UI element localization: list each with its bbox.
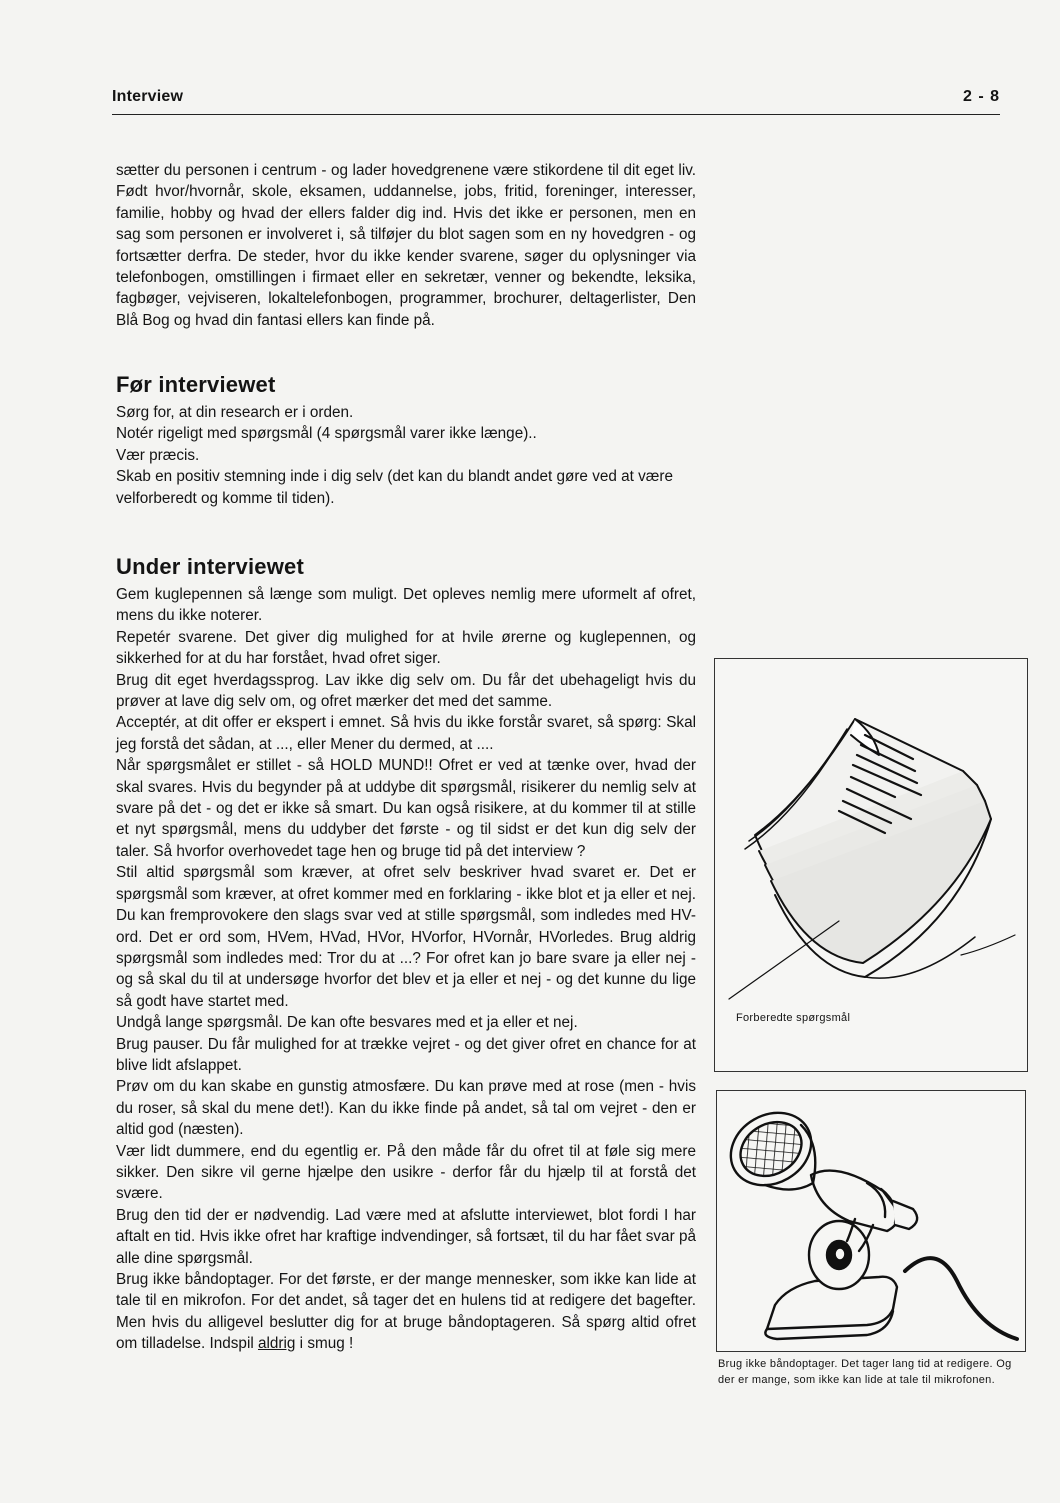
section-during-interview [116,554,696,1355]
paragraph: Skab en positiv stemning inde i dig selv (det kan du blandt andet gøre ved at være velforberedt og komme til tiden). [116,468,673,507]
paragraph [116,1269,696,1355]
text-span: i smug ! [295,1335,354,1353]
microphone-caption: Brug ikke båndoptager. Det tager lang tid at redigere. Og der er mange, som ikke kan lide at tale til mikrofonen. [718,1358,1012,1386]
underlined-word: aldrig [258,1335,296,1353]
paragraph: Når spørgsmålet er stillet - så HOLD MUND!! Ofret er ved at tænke over, hvad der skal svares. Hvis du begynder på at uddybe dit spørgsmål, risikerer du nemlig selv at svare på det - og det er ikke så smart. Du kan også risikere, at du kommer til at stille et nyt spørgsmål, mens du uddyber det første - og til sidst er det kun dig selv der taler. Så hvorfor overhovedet tage hen og bruge tid på det interview ? [116,757,696,860]
paragraph: Gem kuglepennen så længe som muligt. Det opleves nemlig mere uformelt af ofret, mens du ikke noterer. [116,586,696,625]
microphone-figure-frame [716,1090,1026,1352]
running-header [112,88,1000,115]
paragraph: Undgå lange spørgsmål. De kan ofte besvares med et ja eller et nej. [116,1014,578,1032]
intro-paragraph [116,160,696,331]
paragraph: Brug den tid der er nødvendig. Lad være med at afslutte interviewet, blot fordi I har aftalt en tid. Hvis ikke ofret har kraftige indvendinger, så fortsæt, til du har fået svar på alle dine spørgsmål. [116,1206,696,1267]
section-before-interview [116,372,696,509]
section-heading: Før interviewet [116,372,276,397]
papers-caption: Forberedte spørgsmål [736,1012,851,1024]
intro-text: sætter du personen i centrum - og lader hovedgrenene være stikordene til dit eget liv. Født hvor/hvornår, skole, eksamen, uddannelse, jobs, fritid, foreninger, interesser, familie, hobby og hvad der ellers falder dig ind. Hvis det ikke er personen, men en sag som personen er involveret i, så tilføjer du blot sagen som en ny hovedgren - og fortsætter derfra. De steder, hvor du ikke kender svarene, søger du oplysninger via telefonbogen, omstillingen i firmaet eller en sekretær, venner og bekendte, leksika, fagbøger, vejviseren, lokaltelefonbogen, programmer, brochurer, deltagerlister, Den Blå Bog og hvad din fantasi ellers kan finde på. [116,162,696,329]
paragraph: Brug dit eget hverdagssprog. Lav ikke dig selv om. Du får det ubehageligt hvis du prøver at lave dig selv om, og ofret mærker det med det samme. [116,671,696,711]
paragraph: Brug pauser. Du får mulighed for at trække vejret - og det giver ofret en chance for at blive lidt afslappet. [116,1035,696,1074]
section-heading: Under interviewet [116,554,305,579]
paragraph: Prøv om du kan skabe en gunstig atmosfære. Du kan prøve med at rose (men - hvis du roser, så skal du mene det!). Kan du ikke finde på andet, så tal om vejret - den er altid god (næsten). [116,1078,696,1139]
paragraph: Stil altid spørgsmål som kræver, at ofret selv beskriver hvad svaret er. Det er spørgsmål som kræver, at ofret kommer med en forklaring - ikke blot et ja eller et nej. Du kan fremprovokere den slags svar ved at stille spørgsmål, som indledes med HV-ord. Det er ord som, HVem, HVad, HVor, HVorfor, HVornår, HVorledes. Brug aldrig spørgsmål som indledes med: Tror du at ...? For ofret kan jo bare svare ja eller nej - og så skal du til at undersøge hvorfor det blev et ja eller et nej - og det kunne du lige så godt have startet med. [116,864,696,1010]
paragraph: Sørg for, at din research er i orden. [116,404,354,421]
header-title: Interview [112,88,184,105]
paragraph: Acceptér, at dit offer er ekspert i emnet. Så hvis du ikke forstår svaret, så spørg: Skal jeg forstå det sådan, at ..., eller Mener du dermed, at .... [116,714,696,753]
paragraph: Repetér svarene. Det giver dig mulighed for at hvile ørerne og kuglepennen, og sikkerhed for at du har forstået, hvad ofret siger. [116,628,696,668]
page-number: 2 - 8 [962,88,1000,105]
microphone-illustration [717,1091,1025,1351]
paragraph: Vær lidt dummere, end du egentlig er. På den måde får du ofret til at føle sig mere sikker. Den sikre vil gerne hjælpe den usikre - derfor får du hjælp til at forstå det svære. [116,1142,696,1203]
section-body [116,584,696,1355]
paragraph: Vær præcis. [116,446,200,464]
paragraph: Notér rigeligt med spørgsmål (4 spørgsmål varer ikke længe).. [116,425,537,443]
text-span: Brug ikke båndoptager. For det første, er der mange mennesker, som ikke kan lide at tale til en mikrofon. For det andet, så tager det en hulens tid at redigere det bagefter. Men hvis du alligevel beslutter dig for at bruge båndoptageren. Så spørg altid ofret om tilladelse. Indspil [116,1271,696,1353]
